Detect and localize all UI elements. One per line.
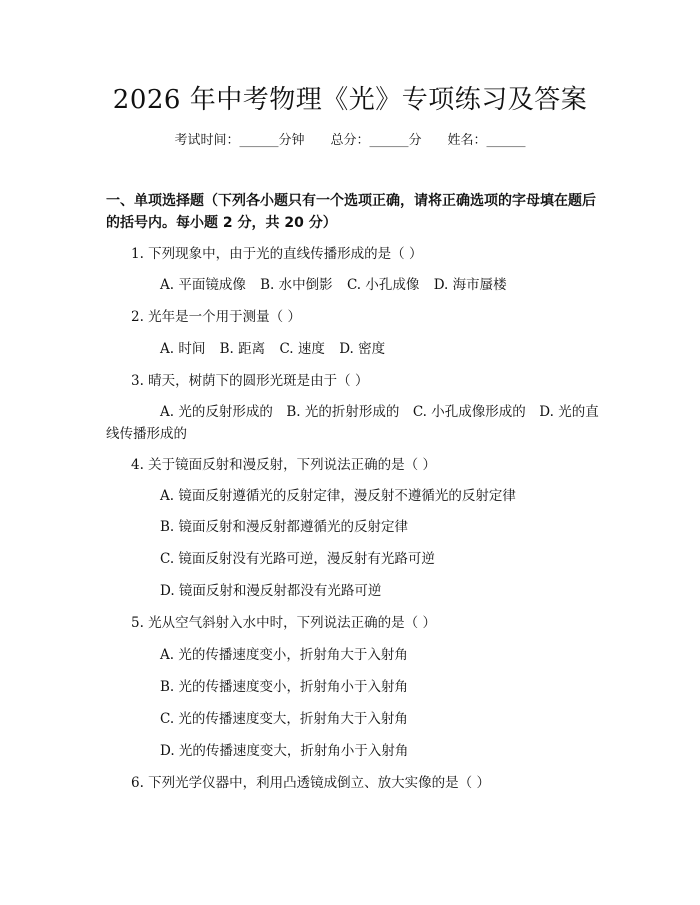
total-score-field: 总分：______分 [330, 133, 422, 148]
option: A. 平面镜成像 [160, 277, 246, 293]
option: D. 密度 [339, 341, 386, 357]
question-stem: 6. 下列光学仪器中，利用凸透镜成倒立、放大实像的是（ ） [131, 775, 490, 791]
question-stem: 3. 晴天，树荫下的圆形光斑是由于（ ） [131, 373, 369, 389]
option: B. 光的传播速度变小，折射角小于入射角 [160, 679, 409, 695]
question-options-wrapped: A. 光的反射形成的 B. 光的折射形成的 C. 小孔成像形成的 D. 光的直线传播形成的 [106, 404, 599, 442]
option: C. 镜面反射没有光路可逆，漫反射有光路可逆 [160, 551, 435, 567]
section-heading-single-choice: 一、单项选择题（下列各小题只有一个选项正确，请将正确选项的字母填在题后的括号内。每小题 2 分，共 20 分） [106, 193, 596, 231]
option: A. 镜面反射遵循光的反射定律，漫反射不遵循光的反射定律 [160, 488, 516, 504]
question-stem: 2. 光年是一个用于测量（ ） [131, 309, 301, 325]
option: D. 镜面反射和漫反射都没有光路可逆 [160, 583, 382, 599]
question-stem: 5. 光从空气斜射入水中时，下列说法正确的是（ ） [131, 615, 436, 631]
option: D. 光的传播速度变大，折射角小于入射角 [160, 743, 409, 759]
option: B. 距离 [219, 341, 266, 357]
option: C. 速度 [279, 341, 325, 357]
option: D. 海市蜃楼 [433, 277, 507, 293]
option: C. 光的传播速度变大，折射角大于入射角 [160, 711, 408, 727]
option: A. 光的传播速度变小，折射角大于入射角 [160, 647, 408, 663]
option: A. 时间 [160, 341, 206, 357]
exam-time-field: 考试时间：______分钟 [174, 133, 305, 148]
question-stem: 4. 关于镜面反射和漫反射，下列说法正确的是（ ） [131, 457, 436, 473]
option: C. 小孔成像 [346, 277, 420, 293]
question-options [160, 339, 385, 359]
option: B. 水中倒影 [260, 277, 333, 293]
exam-meta [0, 131, 700, 151]
question-options [160, 275, 507, 295]
page-title: 2026 年中考物理《光》专项练习及答案 [112, 85, 588, 115]
option: B. 镜面反射和漫反射都遵循光的反射定律 [160, 519, 409, 535]
question-stem: 1. 下列现象中，由于光的直线传播形成的是（ ） [131, 246, 423, 262]
student-name-field: 姓名：______ [447, 133, 526, 148]
